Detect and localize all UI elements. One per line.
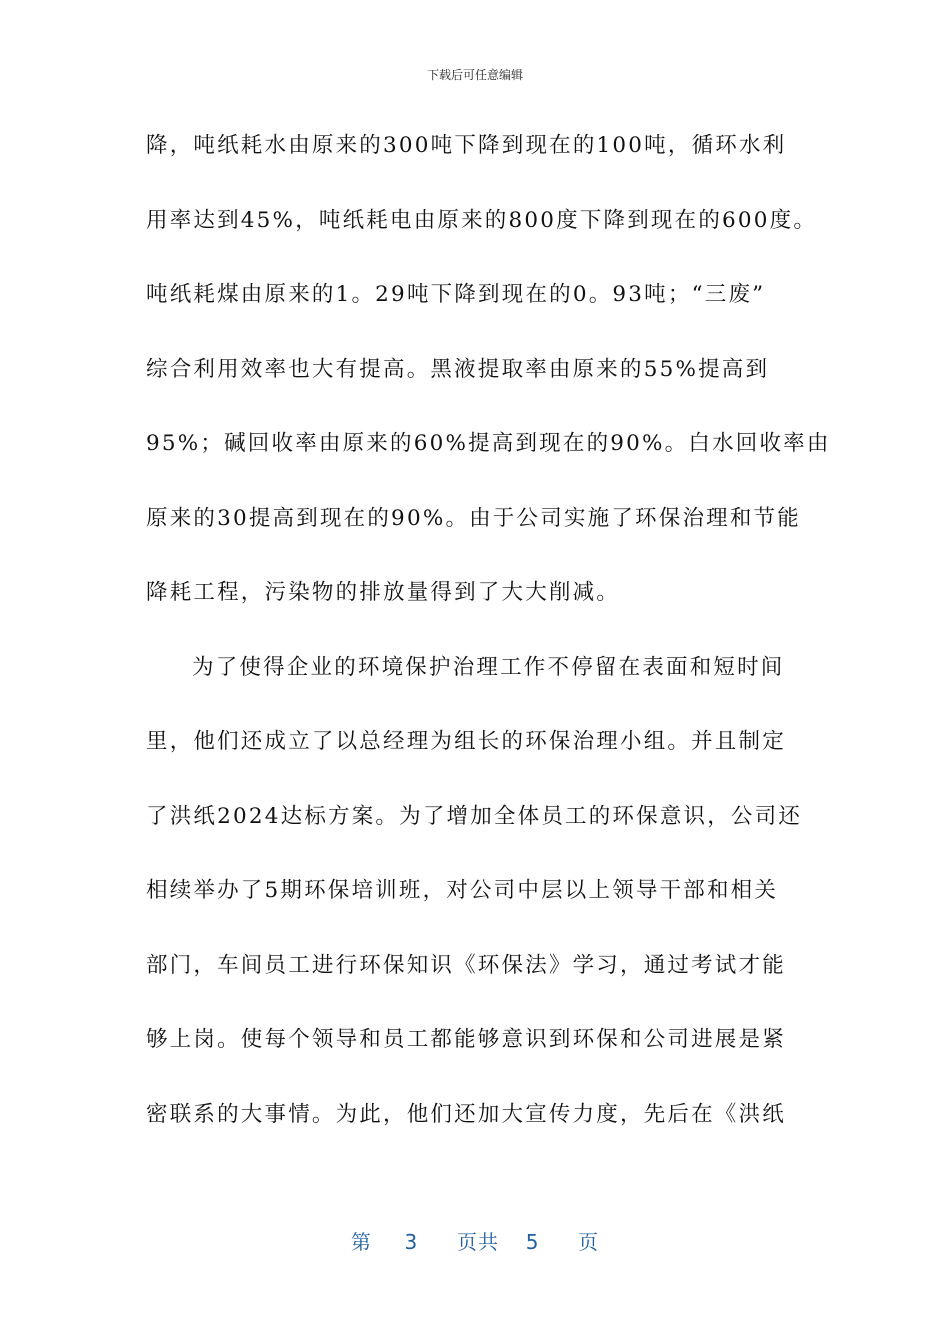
body-line: 部门，车间员工进行环保知识《环保法》学习，通过考试才能 — [146, 953, 786, 978]
body-line: 了洪纸2024达标方案。为了增加全体员工的环保意识，公司还 — [146, 804, 803, 829]
current-page-number: 3 — [404, 1230, 419, 1254]
footer-prefix: 第 — [350, 1230, 372, 1254]
footer-suffix: 页 — [578, 1230, 600, 1254]
page-header: 下载后可任意编辑 — [426, 68, 523, 82]
body-line: 够上岗。使每个领导和员工都能够意识到环保和公司进展是紧 — [146, 1027, 786, 1052]
body-line: 95%；碱回收率由原来的60%提高到现在的90%。白水回收率由 — [146, 431, 831, 456]
body-line: 综合利用效率也大有提高。黑液提取率由原来的55%提高到 — [146, 357, 770, 382]
body-line: 原来的30提高到现在的90%。由于公司实施了环保治理和节能 — [146, 506, 801, 531]
body-line: 吨纸耗煤由原来的1。29吨下降到现在的0。93吨；“三废” — [146, 282, 766, 307]
body-line: 密联系的大事情。为此，他们还加大宣传力度，先后在《洪纸 — [146, 1102, 786, 1127]
body-line: 降耗工程，污染物的排放量得到了大大削减。 — [146, 580, 621, 605]
body-line: 用率达到45%，吨纸耗电由原来的800度下降到现在的600度。 — [146, 208, 818, 233]
body-line: 相续举办了5期环保培训班，对公司中层以上领导干部和相关 — [146, 878, 779, 903]
paragraph-first-line: 为了使得企业的环境保护治理工作不停留在表面和短时间 — [192, 655, 785, 680]
total-pages-number: 5 — [525, 1230, 540, 1254]
page-footer — [0, 1226, 950, 1255]
body-line: 降，吨纸耗水由原来的300吨下降到现在的100吨，循环水利 — [146, 133, 787, 158]
footer-middle: 页共 — [457, 1230, 499, 1254]
body-line: 里，他们还成立了以总经理为组长的环保治理小组。并且制定 — [146, 729, 786, 754]
